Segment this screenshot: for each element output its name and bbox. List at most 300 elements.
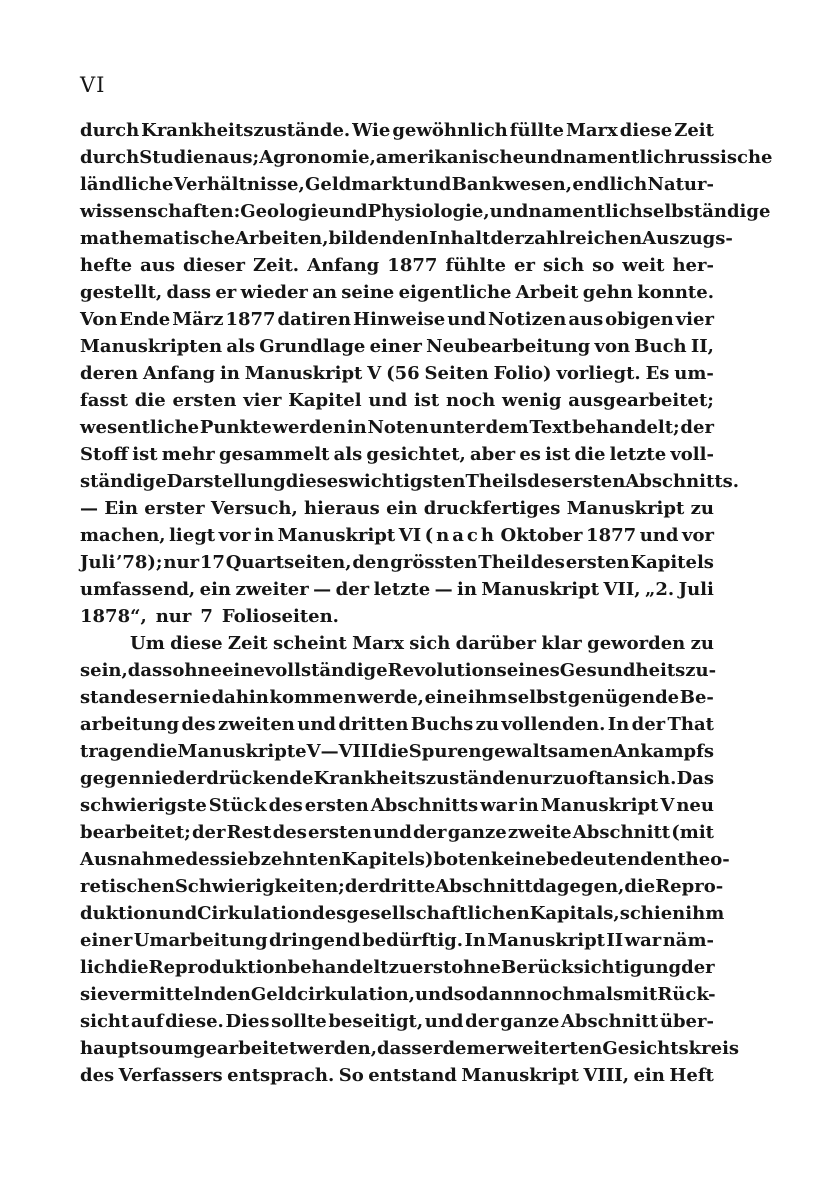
word: Manuskript <box>277 525 396 546</box>
text-line <box>80 495 714 522</box>
text-line <box>80 117 714 144</box>
text-line <box>80 738 714 765</box>
word: Zeit <box>227 633 268 654</box>
word: gesammelt <box>218 444 330 465</box>
word: um- <box>674 363 714 384</box>
text-line <box>80 846 730 873</box>
word: That <box>667 714 714 735</box>
word: und <box>328 201 368 222</box>
word: ersten <box>304 795 369 816</box>
text-line <box>80 819 714 846</box>
word: 1878“, <box>80 606 147 627</box>
word: — <box>313 579 332 600</box>
word: oft <box>575 768 604 789</box>
word: 1877 <box>586 525 637 546</box>
word: Agronomie, <box>259 147 376 168</box>
word: ganze <box>500 1011 560 1032</box>
text-line <box>80 549 714 576</box>
word: dass <box>377 1038 422 1059</box>
word: (mit <box>671 822 714 843</box>
word: dieses <box>285 471 349 492</box>
word: wenig <box>501 390 562 411</box>
word: sein, <box>80 660 128 681</box>
word: gewaltsamen <box>481 741 614 762</box>
word: Kapitels) <box>341 849 434 870</box>
word: sich <box>409 633 451 654</box>
word: zweiten <box>218 714 295 735</box>
word: ersten <box>565 552 630 573</box>
word: näm- <box>662 930 714 951</box>
word: Schwierigkeiten; <box>174 876 345 897</box>
word: machen, <box>80 525 166 546</box>
text-line <box>80 1035 740 1062</box>
word: behandelt <box>287 957 389 978</box>
word: mit <box>623 984 658 1005</box>
word: werde, <box>357 687 424 708</box>
word: an <box>604 768 629 789</box>
word: und <box>368 390 408 411</box>
word: Geldmarkt <box>305 174 413 195</box>
word: scheint <box>272 633 347 654</box>
word: nochmals <box>526 984 624 1005</box>
word: ein <box>199 579 232 600</box>
word: und <box>524 147 563 168</box>
word: ohne <box>451 957 501 978</box>
word: vollenden. <box>501 714 606 735</box>
word: und <box>424 1011 464 1032</box>
word: des <box>527 471 562 492</box>
word: vier <box>243 390 282 411</box>
word: Anfang <box>142 363 216 384</box>
word: und <box>373 822 412 843</box>
word: Ende <box>119 309 171 330</box>
word: Abschnitt <box>572 822 671 843</box>
word: den <box>352 552 390 573</box>
word: (56 <box>386 363 420 384</box>
word: Quartseiten, <box>225 552 352 573</box>
word: Revolution <box>387 660 497 681</box>
word: der <box>681 957 715 978</box>
word: seine <box>341 282 395 303</box>
text-line <box>80 522 714 549</box>
text-line <box>80 711 714 738</box>
word: Stück <box>208 795 267 816</box>
word: zu <box>552 768 576 789</box>
word: an <box>312 282 337 303</box>
word: genügende <box>567 687 680 708</box>
text-line <box>80 792 714 819</box>
word: Manuskript <box>461 1065 579 1086</box>
word: Notizen <box>487 309 567 330</box>
word: lich <box>80 957 118 978</box>
word: vollständige <box>264 660 388 681</box>
word: 1877 <box>387 255 438 276</box>
word: entsprach. <box>227 1065 335 1086</box>
word: eine <box>424 687 468 708</box>
word: des <box>272 822 307 843</box>
word: behandelt; <box>571 417 680 438</box>
word: sich. <box>629 768 677 789</box>
word: Darstellung <box>166 471 286 492</box>
word: zahlreichen <box>523 228 643 249</box>
word: in <box>254 525 275 546</box>
word: ständige <box>80 471 167 492</box>
text-line <box>80 144 773 171</box>
word: nur <box>155 606 192 627</box>
word: als <box>333 444 363 465</box>
word: einer <box>369 336 422 357</box>
word: In <box>464 930 486 951</box>
word: Manuskripten <box>80 336 223 357</box>
word: dass <box>166 282 212 303</box>
text-line <box>80 333 714 360</box>
word: Zeit <box>674 120 714 141</box>
word: In <box>607 714 630 735</box>
word: die <box>377 741 409 762</box>
word: der <box>490 228 524 249</box>
word: ist <box>545 444 571 465</box>
word: arbeitung <box>80 714 180 735</box>
word: die <box>146 741 178 762</box>
word: wissenschaften: <box>80 201 241 222</box>
word: Umarbeitung <box>133 930 268 951</box>
word: neu <box>676 795 714 816</box>
word: aus <box>568 309 604 330</box>
word: Von <box>80 309 118 330</box>
word: gehn <box>582 282 633 303</box>
word: Zeit. <box>253 255 300 276</box>
word: Auszugs- <box>642 228 733 249</box>
word: Berücksichtigung <box>500 957 682 978</box>
word: Verhältnisse, <box>173 174 305 195</box>
word: und <box>639 525 679 546</box>
word: dahin <box>211 687 269 708</box>
word: Es <box>645 363 670 384</box>
word: Punkte <box>199 417 272 438</box>
word: Neubearbeitung <box>426 336 591 357</box>
word: hieraus <box>304 498 380 519</box>
word: Reproduktion <box>148 957 288 978</box>
word: retischen <box>80 876 175 897</box>
text-line <box>80 1062 714 1089</box>
word: Ausnahme <box>80 849 186 870</box>
word: Inhalt <box>429 228 491 249</box>
word: gegen <box>80 768 142 789</box>
word: diese. <box>165 1011 224 1032</box>
word: Bankwesen, <box>451 174 572 195</box>
word: datiren <box>277 309 351 330</box>
word: tragen <box>80 741 147 762</box>
word: Anfang <box>307 255 380 276</box>
word: wesentliche <box>80 417 200 438</box>
word: er <box>514 255 535 276</box>
word: Oktober <box>500 525 583 546</box>
word: Repro- <box>655 876 724 897</box>
word: Physiologie, <box>367 201 490 222</box>
word: Manuskript <box>244 363 363 384</box>
word: aus; <box>217 147 260 168</box>
word: dieser <box>183 255 245 276</box>
word: 1877 <box>225 309 276 330</box>
word: (nach <box>424 525 497 546</box>
word: Marx <box>565 120 618 141</box>
text-line <box>80 630 714 657</box>
word: der <box>465 1011 499 1032</box>
word: er <box>421 1038 443 1059</box>
text-line <box>80 873 724 900</box>
word: niederdrückende <box>141 768 314 789</box>
word: druckfertiges <box>423 498 561 519</box>
word: gestellt, <box>80 282 163 303</box>
word: Cirkulation <box>197 903 313 924</box>
word: selbständige <box>642 201 771 222</box>
word: Grundlage <box>259 336 366 357</box>
word: eigentliche <box>398 282 512 303</box>
word: ihm <box>468 687 508 708</box>
word: Abschnitt <box>435 876 533 897</box>
word: deren <box>80 363 139 384</box>
word: des <box>181 714 216 735</box>
word: Geldcirkulation, <box>250 984 415 1005</box>
text-line <box>80 954 714 981</box>
word: namentlich <box>528 201 643 222</box>
word: aus <box>140 255 175 276</box>
word: zweite <box>507 822 572 843</box>
word: Hinweise <box>352 309 446 330</box>
word: in <box>219 363 240 384</box>
word: amerikanische <box>375 147 525 168</box>
word: Theils <box>465 471 528 492</box>
word: letzte <box>609 444 667 465</box>
text-line <box>80 684 714 711</box>
word: werden <box>272 417 347 438</box>
page-number: VI <box>80 73 106 97</box>
word: schwierigste <box>80 795 207 816</box>
word: Be- <box>679 687 714 708</box>
word: „2. <box>644 579 675 600</box>
word: wichtigsten <box>348 471 466 492</box>
word: V <box>367 363 382 384</box>
word: Kapitels <box>630 552 714 573</box>
text-line <box>80 171 714 198</box>
word: So <box>338 1065 364 1086</box>
word: Studien <box>139 147 218 168</box>
word: ist <box>132 444 158 465</box>
word: grössten <box>390 552 478 573</box>
word: Rest <box>226 822 272 843</box>
word: Rück- <box>657 984 716 1005</box>
text-line <box>80 981 714 1008</box>
word: Versuch, <box>210 498 298 519</box>
word: als <box>226 336 255 357</box>
word: Manuskript <box>481 579 600 600</box>
word: vor <box>681 525 714 546</box>
word: den <box>391 228 430 249</box>
word: in <box>346 417 367 438</box>
word: des <box>80 1065 115 1086</box>
word: die <box>574 444 606 465</box>
word: bearbeitet; <box>80 822 191 843</box>
word: — <box>434 579 453 600</box>
word: russische <box>677 147 773 168</box>
word: vermittelnden <box>108 984 251 1005</box>
word: die <box>117 957 149 978</box>
word: Arbeiten, <box>235 228 329 249</box>
word: auf <box>130 1011 164 1032</box>
word: klar <box>541 633 582 654</box>
word: Heft <box>669 1065 714 1086</box>
word: gesellschaftlichen <box>346 903 530 924</box>
word: vier <box>675 309 714 330</box>
word: Arbeit <box>515 282 579 303</box>
word: so <box>138 1038 161 1059</box>
text-line <box>80 765 714 792</box>
word: V <box>660 795 675 816</box>
word: füllte <box>509 120 564 141</box>
word: dass <box>127 660 173 681</box>
word: Krankheitszustände. <box>141 120 351 141</box>
word: in <box>457 579 477 600</box>
word: Manuskripte <box>177 741 307 762</box>
word: bedeutenden <box>546 849 678 870</box>
word: Noten <box>367 417 429 438</box>
word: eine <box>221 660 265 681</box>
word: Folioseiten. <box>221 606 339 627</box>
word: des <box>530 552 565 573</box>
word: — <box>80 498 98 519</box>
word: zu <box>690 498 714 519</box>
word: schien <box>619 903 686 924</box>
word: 17 <box>199 552 225 573</box>
word: Gesichtskreis <box>602 1038 740 1059</box>
word: diese <box>619 120 673 141</box>
word: ist <box>413 390 440 411</box>
word: Folio) <box>493 363 552 384</box>
word: und <box>447 309 486 330</box>
word: der <box>631 714 666 735</box>
word: II <box>606 930 624 951</box>
word: so <box>592 255 615 276</box>
word: März <box>172 309 224 330</box>
word: der <box>191 822 226 843</box>
word: Manuskript <box>566 498 685 519</box>
word: er <box>215 282 237 303</box>
text-line <box>80 657 717 684</box>
word: der <box>335 579 370 600</box>
word: kommen <box>269 687 357 708</box>
word: bilden <box>328 228 392 249</box>
word: Kapitals, <box>529 903 620 924</box>
word: vor <box>218 525 251 546</box>
word: dem <box>442 1038 486 1059</box>
word: Buch <box>634 336 687 357</box>
text-line <box>80 279 714 306</box>
word: erster <box>144 498 205 519</box>
word: ganze <box>447 822 507 843</box>
word: entstand <box>368 1065 457 1086</box>
word: theo- <box>677 849 730 870</box>
word: des <box>185 849 220 870</box>
word: Ankampfs <box>613 741 714 762</box>
text-line <box>80 225 733 252</box>
word: hefte <box>80 255 133 276</box>
word: standes <box>80 687 158 708</box>
word: die <box>134 390 166 411</box>
word: geworden <box>587 633 686 654</box>
word: war <box>480 795 517 816</box>
text-line <box>80 252 714 279</box>
word: noch <box>446 390 496 411</box>
word: zu <box>690 633 714 654</box>
word: durch <box>80 147 140 168</box>
word: ersten <box>307 822 372 843</box>
word: Verfassers <box>118 1065 223 1086</box>
word: Buchs <box>410 714 474 735</box>
word: Ein <box>104 498 138 519</box>
text-line <box>80 306 714 333</box>
word: ein <box>633 1065 665 1086</box>
word: Juli <box>80 552 116 573</box>
word: mathematische <box>80 228 236 249</box>
word: sicht <box>80 1011 130 1032</box>
word: der <box>680 417 714 438</box>
word: gewöhnlich <box>392 120 508 141</box>
word: und <box>414 984 454 1005</box>
word: dritte <box>378 876 436 897</box>
word: wieder <box>240 282 308 303</box>
text-line <box>80 198 771 225</box>
word: VII, <box>603 579 641 600</box>
word: Das <box>676 768 714 789</box>
word: und <box>158 903 198 924</box>
word: ein <box>386 498 418 519</box>
word: Manuskript <box>540 795 659 816</box>
word: zweiter <box>235 579 309 600</box>
word: haupt <box>80 1038 139 1059</box>
word: Abschnitts. <box>625 471 740 492</box>
word: Um <box>130 633 165 654</box>
word: Kapitel <box>288 390 362 411</box>
word: die <box>624 876 656 897</box>
word: selbst <box>507 687 568 708</box>
text-line <box>80 927 714 954</box>
word: weit <box>622 255 665 276</box>
word: des <box>312 903 347 924</box>
word: nur <box>516 768 553 789</box>
word: siebzehnten <box>219 849 342 870</box>
text-line <box>80 1008 714 1035</box>
word: VI <box>398 525 422 546</box>
word: boten <box>433 849 491 870</box>
word: darüber <box>455 633 536 654</box>
text-line <box>80 576 714 603</box>
word: es <box>519 444 541 465</box>
word: Gesundheitszu- <box>559 660 717 681</box>
word: sie <box>80 984 109 1005</box>
word: fühlte <box>445 255 506 276</box>
text-line <box>80 900 725 927</box>
word: umgearbeitet <box>160 1038 298 1059</box>
word: Manuskript <box>487 930 605 951</box>
word: werden, <box>297 1038 377 1059</box>
word: keine <box>490 849 547 870</box>
word: konnte. <box>637 282 714 303</box>
word: letzte <box>373 579 431 600</box>
word: duktion <box>80 903 159 924</box>
word: dritten <box>338 714 409 735</box>
word: und <box>412 174 452 195</box>
text-line <box>80 603 714 630</box>
